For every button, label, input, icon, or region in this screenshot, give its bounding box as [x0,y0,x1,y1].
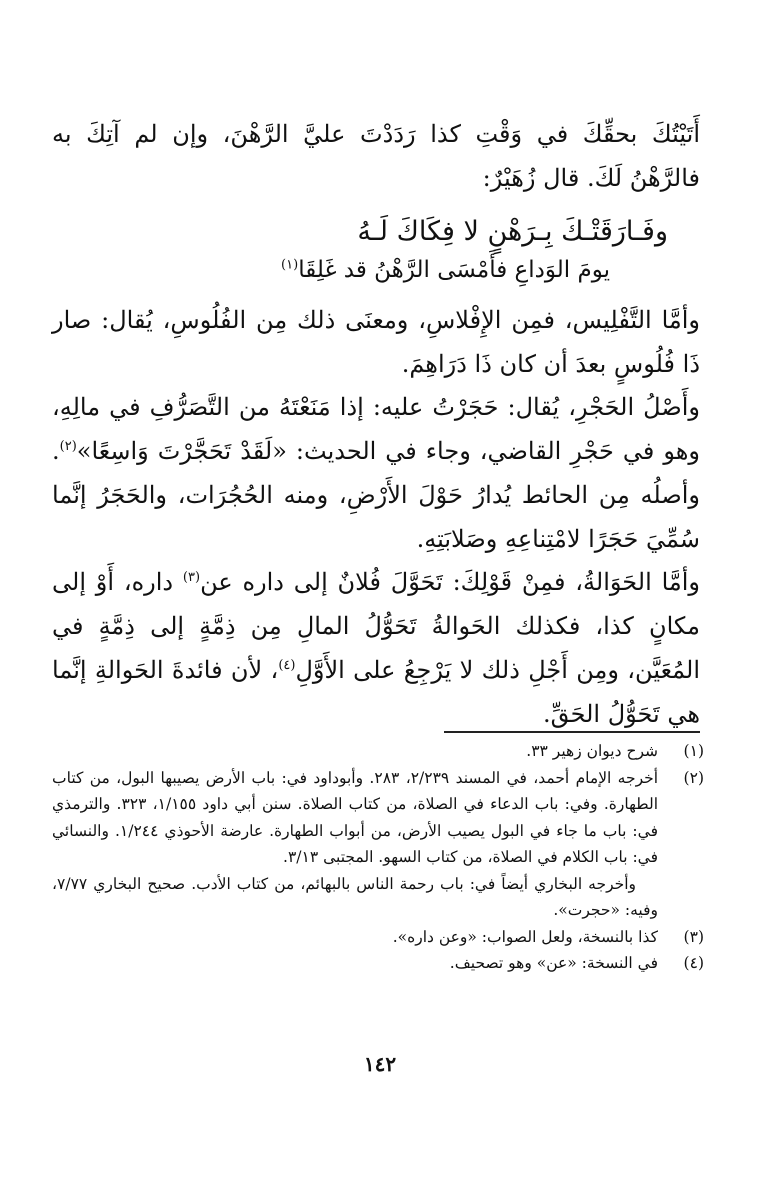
footnote-text: كذا بالنسخة، ولعل الصواب: «وعن داره». [392,927,658,946]
paragraph-pledge [52,112,700,200]
verse-text: وفَـارَقَتْـكَ بِـرَهْنٍ لا فِكَاكَ لَـهُ [357,216,668,247]
verse-text: يومَ الوَداعِ فأَمْسَى الرَّهْنُ قد غَلِقَا [298,257,610,283]
footnote-text: في النسخة: «عن» وهو تصحيف. [449,954,658,972]
footnote-divider [444,731,700,733]
paragraph-text: . وأصلُه مِن الحائط يُدارُ حَوْلَ الأَرْضِ، ومنه الحُجُرَات، والحَجَرُ إنَّما سُمِّيَ حَجَرًا لامْتِناعِهِ وصَلابَتِهِ. [52,437,700,553]
footnote-text: أخرجه الإمام أحمد، في المسند ٢/٢٣٩، ٢٨٣. وأبوداود في: باب الأرض يصيبها البول، من كتاب الطهارة. وفي: باب الدعاء في الصلاة، من كتاب الصلاة. سنن أبي داود ١/١٥٥، ٣٢٣. والترمذي في: باب ما جاء في البول يصيب الأرض، من أبواب الطهارة. عارضة الأحوذي ١/٢٤٤. والنسائي في: باب الكلام في الصلاة، من كتاب السهو. المجتبى ٣/١٣. [52,768,659,866]
footnotes [52,738,704,977]
footnote-item [52,924,704,951]
paragraph-taflis [52,298,700,386]
footnote-ref-3[interactable]: (٣) [182,570,201,585]
verse-hemistich-2 [281,253,610,287]
footnote-body [52,765,658,924]
verse-hemistich-1 [357,212,668,252]
footnote-number: (١) [683,742,704,760]
paragraph-text: داره، أَوْ إلى مكانٍ كذا، فكذلك الحَوالةُ تَحَوُّلُ المالِ مِن ذِمَّةٍ إلى ذِمَّةٍ في المُعَيَّن، ومِن أَجْلِ ذلك لا يَرْجِعُ على الأَوَّلِ [52,568,701,684]
footnote-item [52,950,704,977]
paragraph-hawala [52,560,700,736]
footnote-ref-4[interactable]: (٤) [278,658,296,673]
paragraph-text: أَتَيْتُكَ بحقِّكَ في وَقْتِ كذا رَدَدْتَ عليَّ الرَّهْنَ، وإن لم آتِكَ به فالرَّهْنُ لَكَ. قال زُهَيْرٌ: [52,120,700,192]
paragraph-text: وأمَّا التَّفْلِيس، فمِن الإِفْلاسِ، ومعنَى ذلك مِن الفُلُوسِ، يُقال: صار ذَا فُلُوسٍ بعدَ أن كان ذَا دَرَاهِمَ. [52,306,700,378]
footnote-number: (٣) [683,927,704,946]
footnote-text: شرح ديوان زهير ٣٣. [526,742,658,760]
footnote-ref-1[interactable]: (١) [281,257,299,273]
paragraph-text: ، لأن فائدةَ الحَوالةِ إنَّما هي تَحَوُّلُ الحَقِّ. [52,656,700,728]
footnote-body [52,950,658,977]
footnote-ref-2[interactable]: (٢) [59,439,77,454]
footnote-body [52,738,658,765]
footnote-number: (٤) [683,954,704,972]
footnote-number: (٢) [683,768,704,787]
footnote-item [52,765,704,924]
footnote-text: وأخرجه البخاري أيضاً في: باب رحمة الناس بالبهائم، من كتاب الأدب. صحيح البخاري ٧/٧٧، وفيه: «حجرت». [52,874,658,919]
paragraph-hajr [52,385,700,561]
paragraph-text: وأمَّا الحَوَالةُ، فمِنْ قَوْلِكَ: تَحَوَّلَ فُلانٌ إلى داره عن [200,568,700,596]
paragraph-text: وأَصْلُ الحَجْرِ، يُقال: حَجَرْتُ عليه: إذا مَنَعْتَهُ من التَّصَرُّفِ في مالِهِ، وهو في حَجْرِ القاضي، وجاء في الحديث: «لَقَدْ تَحَجَّرْتَ وَاسِعًا» [52,393,700,465]
footnote-item [52,738,704,765]
footnote-body [52,924,658,951]
page-number: ١٤٢ [363,1052,397,1076]
